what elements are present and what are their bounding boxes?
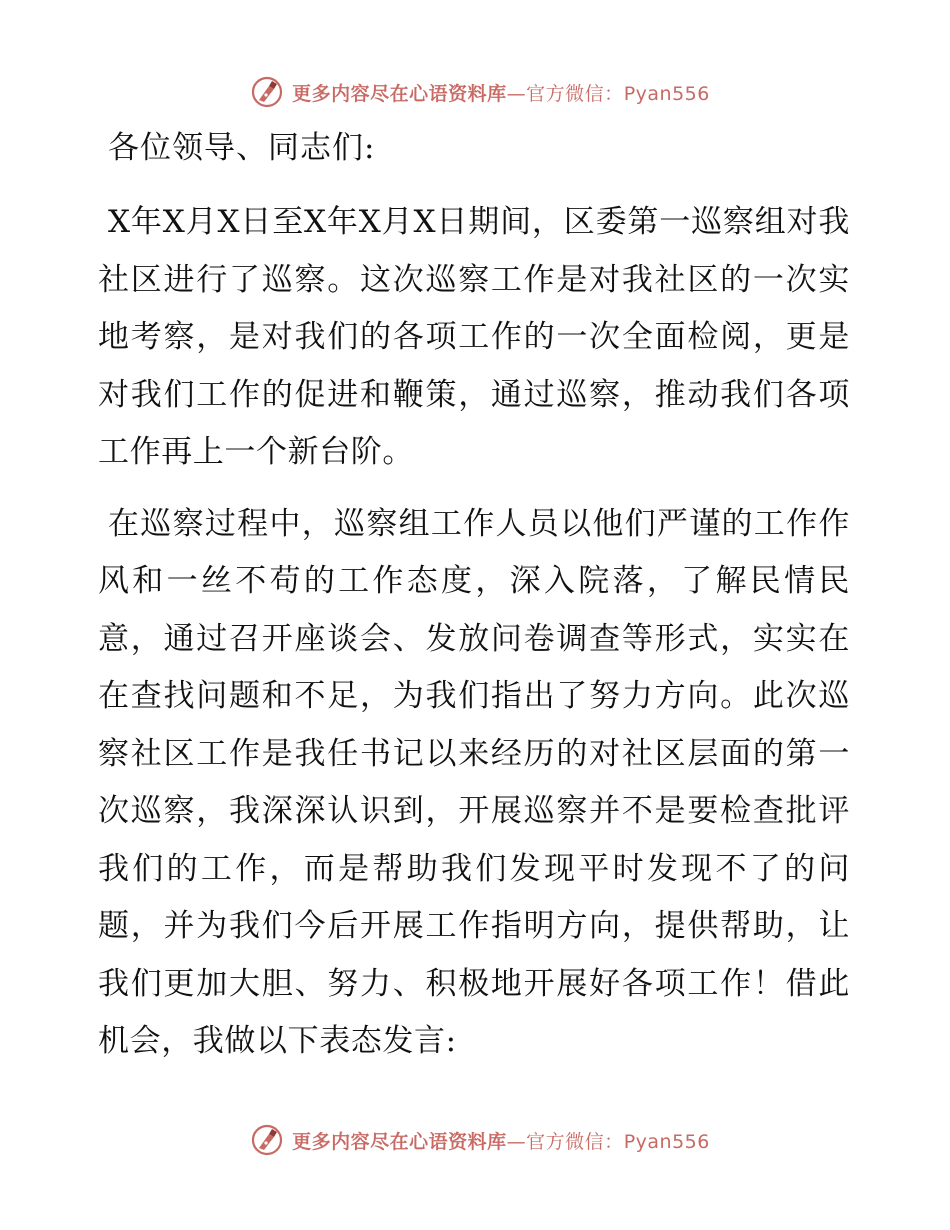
header-watermark-inner [240, 75, 710, 109]
watermark-text [292, 1127, 710, 1154]
watermark-wechat-id: Pyan556 [623, 1130, 710, 1153]
footer-watermark [0, 1120, 950, 1160]
watermark-brand: 更多内容尽在心语资料库 [292, 1130, 507, 1153]
paragraph-2-text: 在巡察过程中，巡察组工作人员以他们严谨的工作作风和一丝不苟的工作态度，深入院落，了解民情民意，通过召开座谈会、发放问卷调查等形式，实实在在查找问题和不足，为我们指出了努力方向。此次巡察社区工作是我任书记以来经历的对社区层面的第一次巡察，我深深认识到，开展巡察并不是要检查批评我们的工作，而是帮助我们发现平时发现不了的问题，并为我们今后开展工作指明方向，提供帮助，让我们更加大胆、努力、积极地开展好各项工作！借此机会，我做以下表态发言: [98, 505, 850, 1059]
watermark-brand: 更多内容尽在心语资料库 [292, 82, 507, 105]
paragraph-1 [98, 194, 850, 482]
paragraph-1-text: X年X月X日至X年X月X日期间，区委第一巡察组对我社区进行了巡察。这次巡察工作是对我社区的一次实地考察，是对我们的各项工作的一次全面检阅，更是对我们工作的促进和鞭策，通过巡察，推动我们各项工作再上一个新台阶。 [98, 204, 850, 470]
paragraph-2 [98, 496, 850, 1071]
watermark-dash: — [506, 82, 527, 105]
watermark-dash: — [506, 1130, 527, 1153]
fountain-pen-logo-icon [250, 75, 284, 109]
salutation: 各位领导、同志们: [108, 130, 376, 166]
watermark-wechat-id: Pyan556 [623, 82, 710, 105]
header-watermark [0, 72, 950, 112]
watermark-wechat-label: 官方微信： [526, 1130, 624, 1153]
document-body [98, 124, 850, 1071]
fountain-pen-logo-icon [250, 1123, 284, 1157]
watermark-text [292, 79, 710, 106]
footer-watermark-inner [240, 1123, 710, 1157]
watermark-wechat-label: 官方微信： [526, 82, 624, 105]
